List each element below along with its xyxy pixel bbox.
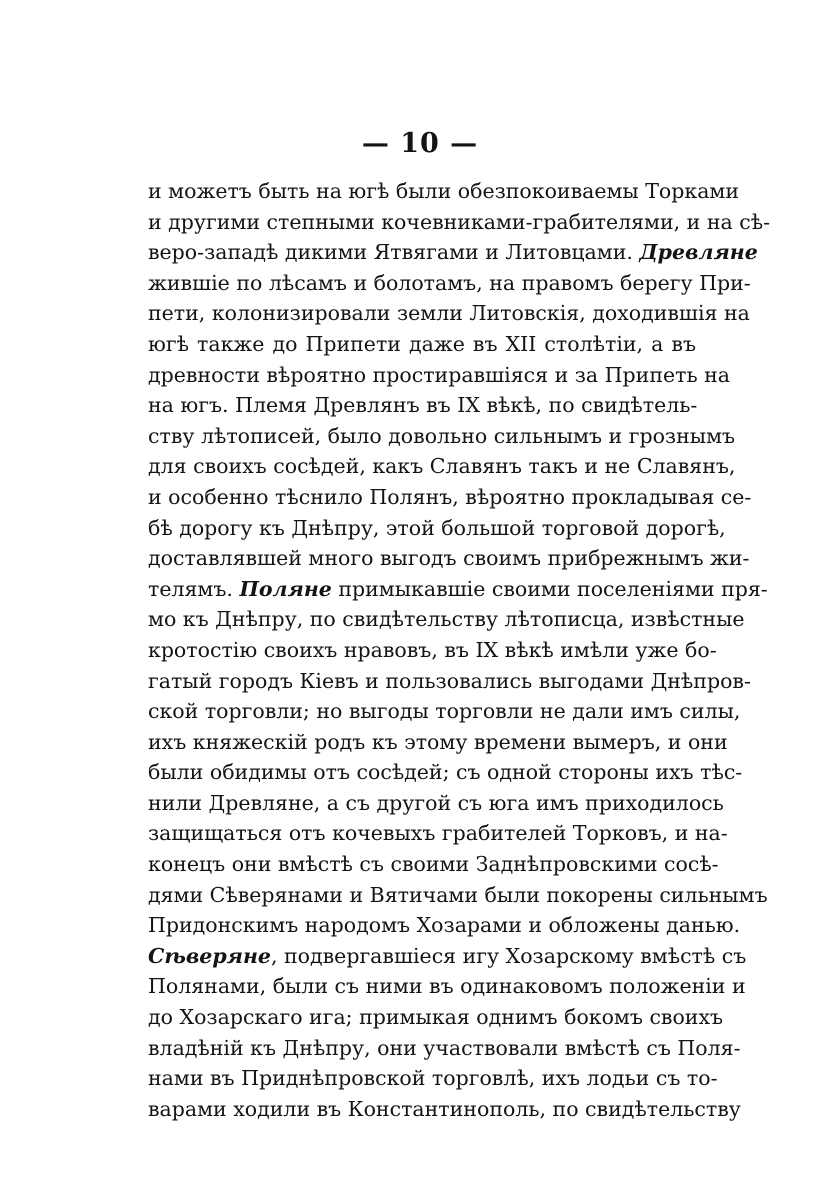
text-line [148, 910, 741, 941]
text-segment: до Хозарскаго ига; примыкая однимъ бокомъ своихъ [148, 1005, 724, 1030]
italic-term: Сѣверяне [148, 943, 271, 968]
text-line [148, 329, 696, 360]
text-line [148, 482, 752, 513]
text-line [148, 451, 736, 482]
text-line [148, 421, 736, 452]
text-segment: варами ходили въ Константинополь, по свидѣтельству [148, 1096, 741, 1121]
text-line [148, 176, 740, 207]
italic-term: Древляне [639, 240, 758, 265]
text-segment: доставлявшей много выгодъ своимъ прибрежнымъ жи- [148, 546, 750, 571]
text-segment: жившіе по лѣсамъ и болотамъ, на правомъ берегу При- [148, 270, 751, 295]
text-line [148, 788, 724, 819]
text-line [148, 268, 751, 299]
page-number: — 10 — [361, 128, 479, 159]
text-segment: Придонскимъ народомъ Хозарами и обложены данью. [148, 913, 741, 938]
text-segment: веро-западѣ дикими Ятвягами и Литовцами. [148, 240, 640, 265]
text-line [148, 390, 696, 421]
text-segment: мо къ Днѣпру, по свидѣтельству лѣтописца, извѣстные [148, 607, 745, 632]
text-segment: владѣній къ Днѣпру, они участвовали вмѣстѣ съ Поля- [148, 1035, 741, 1060]
text-line [148, 666, 751, 697]
text-line [148, 849, 719, 880]
text-segment: конецъ они вмѣстѣ съ своими Заднѣпровскими сосѣ- [148, 852, 719, 877]
text-line [148, 237, 758, 268]
text-line [148, 207, 771, 238]
text-line [148, 1094, 741, 1125]
text-segment: для своихъ сосѣдей, какъ Славянъ такъ и не Славянъ, [148, 454, 736, 479]
text-segment: ской торговли; но выгоды торговли не дали имъ силы, [148, 699, 741, 724]
text-line [148, 604, 745, 635]
text-segment: и можетъ быть на югѣ были обезпокоиваемы Торками [148, 179, 740, 203]
text-line [148, 757, 743, 788]
text-segment: на югъ. Племя Древлянъ въ IX вѣкѣ, по свидѣтель- [148, 393, 698, 418]
text-line [148, 1002, 724, 1033]
text-line [148, 880, 768, 911]
text-line [148, 696, 741, 727]
text-line [148, 298, 750, 329]
text-segment: пети, колонизировали земли Литовскія, доходившія на [148, 301, 750, 326]
text-line [148, 1033, 741, 1064]
text-line [148, 818, 728, 849]
text-segment: защищаться отъ кочевыхъ грабителей Торковъ, и на- [148, 821, 728, 846]
text-segment: телямъ. [148, 576, 240, 601]
text-segment: кротостію своихъ нравовъ, въ IX вѣкѣ имѣли уже бо- [148, 637, 717, 662]
text-segment: , подвергавшіеся игу Хозарскому вмѣстѣ съ [270, 943, 747, 968]
text-line [148, 543, 750, 574]
text-segment: примыкавшіе своими поселеніями пря- [331, 576, 768, 601]
text-segment: нами въ Приднѣпровской торговлѣ, ихъ лодьи съ то- [148, 1066, 718, 1091]
text-line [148, 635, 717, 666]
text-line [148, 513, 726, 544]
text-line [148, 360, 731, 391]
text-segment: гатый городъ Кіевъ и пользовались выгодами Днѣпров- [148, 668, 751, 693]
text-segment: ству лѣтописей, было довольно сильнымъ и грознымъ [148, 423, 736, 448]
text-segment: и другими степными кочевниками-грабителями, и на сѣ- [148, 209, 771, 234]
text-segment: бѣ дорогу къ Днѣпру, этой большой торговой дорогѣ, [148, 515, 726, 540]
text-segment: древности вѣроятно простиравшіяся и за Припеть на [148, 362, 731, 387]
text-segment: ихъ княжескій родъ къ этому времени вымеръ, и они [148, 729, 728, 754]
text-segment: югѣ также до Припети даже въ XII столѣтіи, а въ [148, 331, 696, 356]
text-segment: дями Сѣверянами и Вятичами были покорены сильнымъ [148, 882, 768, 907]
text-segment: нили Древляне, а съ другой съ юга имъ приходилось [148, 790, 724, 815]
body-text [148, 176, 771, 1124]
text-segment: были обидимы отъ сосѣдей; съ одной стороны ихъ тѣс- [148, 760, 743, 785]
text-line [148, 574, 768, 605]
italic-term: Поляне [239, 576, 332, 601]
text-line [148, 1063, 718, 1094]
text-line [148, 971, 746, 1002]
text-line [148, 727, 728, 758]
text-line [148, 941, 747, 972]
text-segment: Полянами, были съ ними въ одинаковомъ положеніи и [148, 974, 746, 999]
text-segment: и особенно тѣснило Полянъ, вѣроятно прокладывая се- [148, 484, 752, 509]
